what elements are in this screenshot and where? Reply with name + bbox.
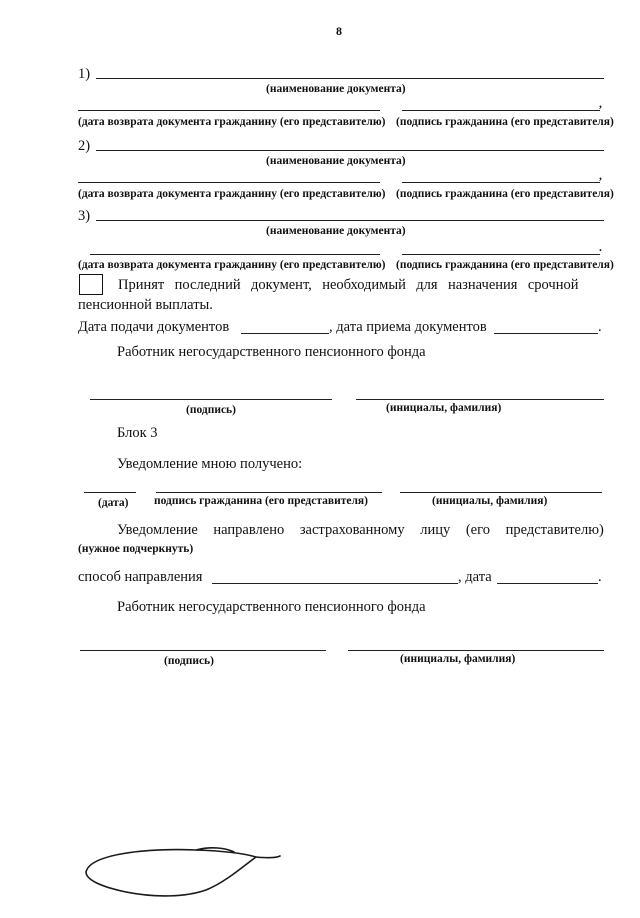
received-name-field[interactable] (400, 492, 602, 493)
document-2-name-field[interactable] (96, 150, 604, 151)
block-3-title: Блок 3 (117, 425, 158, 441)
employee-1-name-caption: (инициалы, фамилия) (386, 402, 502, 414)
received-signature-caption: подпись гражданина (его представителя) (154, 495, 368, 507)
document-2-name-caption: (наименование документа) (266, 155, 406, 167)
document-3-signature-field[interactable] (402, 254, 600, 255)
received-date-field[interactable] (84, 492, 136, 493)
document-3-signature-caption: (подпись гражданина (его представителя) (396, 259, 614, 271)
method-line-end: . (598, 569, 602, 585)
method-label: способ направления (78, 569, 203, 585)
document-1-signature-field[interactable] (402, 110, 600, 111)
received-signature-field[interactable] (156, 492, 382, 493)
document-2-signature-field[interactable] (402, 182, 600, 183)
document-3-return-date-field[interactable] (90, 254, 380, 255)
employee-title-1: Работник негосударственного пенсионного фонда (117, 344, 426, 360)
document-3-return-date-caption: (дата возврата документа гражданину (его представителю) (78, 259, 386, 271)
document-2-return-date-field[interactable] (78, 182, 380, 183)
document-1-return-date-caption: (дата возврата документа гражданину (его представителю) (78, 116, 386, 128)
received-date-caption: (дата) (98, 497, 129, 509)
last-document-accepted-text-continued: пенсионной выплаты. (78, 297, 213, 313)
received-name-caption: (инициалы, фамилия) (432, 495, 548, 507)
method-field[interactable] (212, 583, 458, 584)
notification-received-text: Уведомление мною получено: (117, 456, 303, 472)
acceptance-date-field[interactable] (494, 333, 598, 334)
submission-date-field[interactable] (241, 333, 329, 334)
document-1-name-field[interactable] (96, 78, 604, 79)
method-date-field[interactable] (497, 583, 598, 584)
document-1-name-caption: (наименование документа) (266, 83, 406, 95)
document-3-name-field[interactable] (96, 220, 604, 221)
employee-1-signature-caption: (подпись) (186, 404, 236, 416)
employee-1-signature-field[interactable] (90, 399, 332, 400)
document-2-number: 2) (78, 138, 91, 154)
employee-2-signature-caption: (подпись) (164, 655, 214, 667)
dates-line-end: . (598, 319, 602, 335)
last-document-accepted-text: Принят последний документ, необходимый для назначения срочной (118, 277, 579, 293)
document-3-name-caption: (наименование документа) (266, 225, 406, 237)
notification-sent-text: Уведомление направлено застрахованному лицу (его представителю) (117, 522, 604, 538)
employee-title-2: Работник негосударственного пенсионного фонда (117, 599, 426, 615)
employee-1-name-field[interactable] (356, 399, 604, 400)
document-2-signature-caption: (подпись гражданина (его представителя) (396, 188, 614, 200)
document-3-number: 3) (78, 208, 91, 224)
method-date-label: , дата (458, 569, 492, 585)
document-1-signature-caption: (подпись гражданина (его представителя) (396, 116, 614, 128)
page-number: 8 (336, 24, 342, 38)
handwritten-signature (76, 842, 286, 902)
document-1-return-date-field[interactable] (78, 110, 380, 111)
acceptance-date-label: , дата приема документов (329, 319, 487, 335)
employee-2-name-caption: (инициалы, фамилия) (400, 653, 516, 665)
employee-2-name-field[interactable] (348, 650, 604, 651)
document-1-number: 1) (78, 66, 91, 82)
last-document-accepted-checkbox[interactable] (79, 274, 103, 295)
underline-note: (нужное подчеркнуть) (78, 543, 194, 555)
document-2-return-date-caption: (дата возврата документа гражданину (его представителю) (78, 188, 386, 200)
submission-date-label: Дата подачи документов (78, 319, 230, 335)
employee-2-signature-field[interactable] (80, 650, 326, 651)
